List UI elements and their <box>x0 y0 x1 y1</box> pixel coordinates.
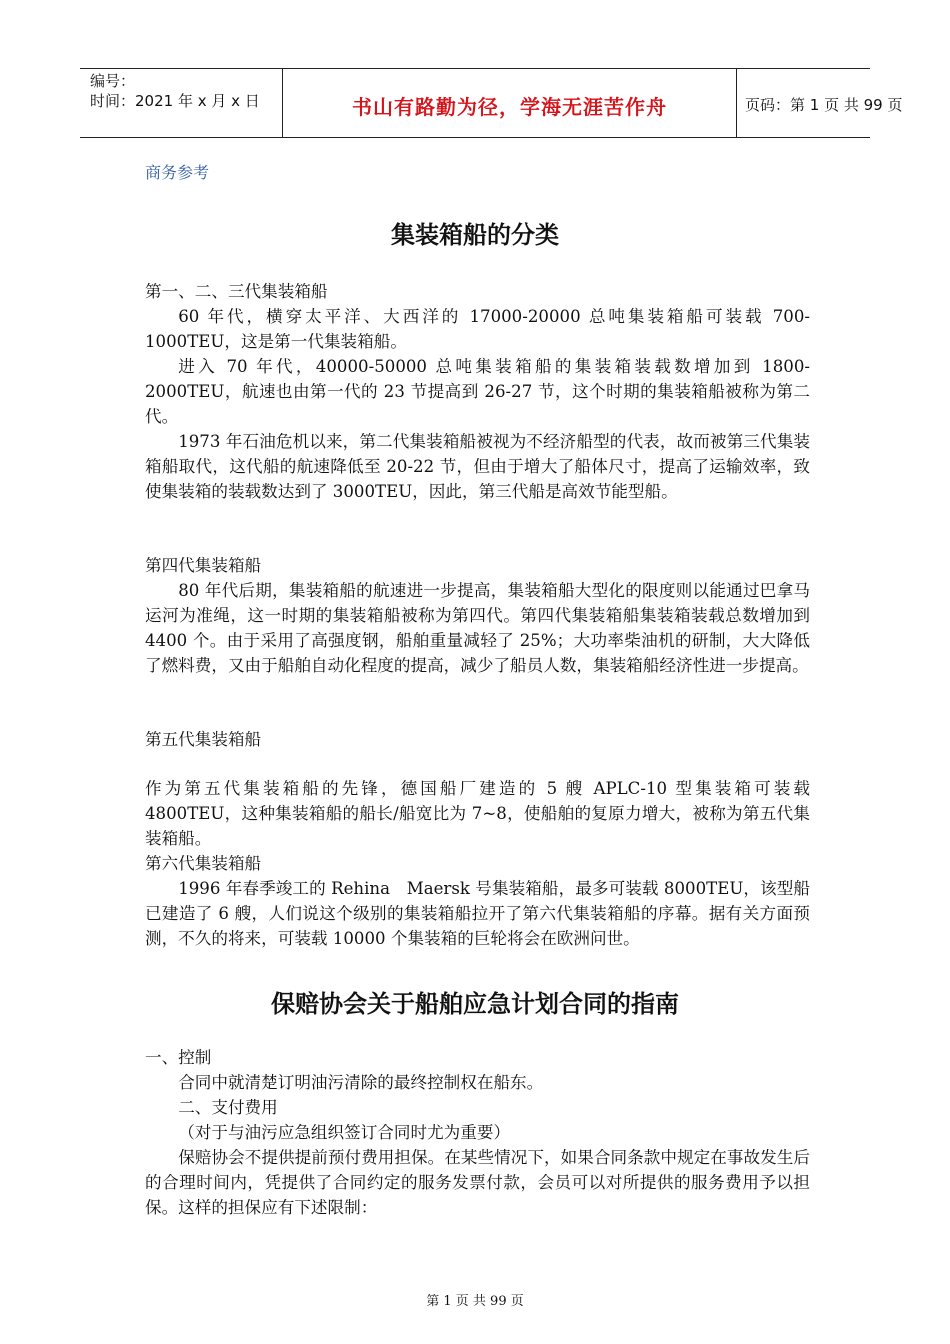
section-heading: 第一、二、三代集装箱船 <box>145 282 328 301</box>
paragraph: 1996 年春季竣工的 Rehina Maersk 号集装箱船，最多可装载 8000TEU，该型船已建造了 6 艘，人们说这个级别的集装箱船拉开了第六代集装箱船的序幕。据有关方面预测，不久的将来，可装载 10000 个集装箱的巨轮将会在欧洲问世。 <box>145 879 810 948</box>
time-label: 时间：2021 年 x 月 x 日 <box>90 92 260 110</box>
title-pi-club-guide: 保赔协会关于船舶应急计划合同的指南 <box>271 990 679 1018</box>
paragraph: 作为第五代集装箱船的先锋，德国船厂建造的 5 艘 APLC-10 型集装箱可装载 4800TEU，这种集装箱船的船长/船宽比为 7~8，使船舶的复原力增大，被称为第五代集装箱船。 <box>145 779 810 848</box>
ref-label: 商务参考 <box>145 163 210 182</box>
paragraph: 合同中就清楚订明油污清除的最终控制权在船东。 <box>178 1073 544 1092</box>
section-heading: 一、控制 <box>145 1048 212 1067</box>
number-label: 编号： <box>90 72 136 90</box>
header-meta <box>80 69 282 137</box>
section-heading: 第五代集装箱船 <box>145 730 262 749</box>
section-generation-5-heading <box>145 727 810 752</box>
page-header <box>80 68 903 138</box>
title-container-ship: 集装箱船的分类 <box>391 221 559 249</box>
motto: 书山有路勤为径，学海无涯苦作舟 <box>352 95 667 119</box>
section-heading: 第四代集装箱船 <box>145 556 262 575</box>
paragraph-note: （对于与油污应急组织签订合同时尤为重要） <box>178 1123 511 1142</box>
paragraph: 60 年代，横穿太平洋、大西洋的 17000-20000 总吨集装箱船可装载 700-1000TEU，这是第一代集装箱船。 <box>145 307 810 351</box>
section-generation-4 <box>145 553 810 678</box>
page-footer: 第 1 页 共 99 页 <box>426 1294 524 1309</box>
section-generation-5-6 <box>145 776 810 951</box>
section-pi-club <box>145 1045 810 1220</box>
paragraph: 1973 年石油危机以来，第二代集装箱船被视为不经济船型的代表，故而被第三代集装箱船取代，这代船的航速降低至 20-22 节，但由于增大了船体尺寸，提高了运输效率，致使集装箱的装载数达到了 3000TEU，因此，第三代船是高效节能型船。 <box>145 432 810 501</box>
page-label: 页码：第 1 页 共 99 页 <box>745 96 903 114</box>
header-motto-cell <box>282 69 737 137</box>
paragraph: 进入 70 年代，40000-50000 总吨集装箱船的集装箱装载数增加到 1800-2000TEU，航速也由第一代的 23 节提高到 26-27 节，这个时期的集装箱船被称为第二代。 <box>145 357 810 426</box>
section-generations-1-3 <box>145 279 810 504</box>
paragraph: 80 年代后期，集装箱船的航速进一步提高，集装箱船大型化的限度则以能通过巴拿马运河为准绳，这一时期的集装箱船被称为第四代。第四代集装箱船集装箱装载总数增加到 4400 个。由于采用了高强度钢，船舶重量减轻了 25%；大功率柴油机的研制，大大降低了燃料费，又由于船舶自动化程度的提高，减少了船员人数，集装箱船经济性进一步提高。 <box>145 581 810 675</box>
paragraph: 保赔协会不提供提前预付费用担保。在某些情况下，如果合同条款中规定在事故发生后的合理时间内，凭提供了合同约定的服务发票付款，会员可以对所提供的服务费用予以担保。这样的担保应有下述限制： <box>145 1148 810 1217</box>
section-heading: 二、支付费用 <box>178 1098 278 1117</box>
section-heading: 第六代集装箱船 <box>145 854 262 873</box>
